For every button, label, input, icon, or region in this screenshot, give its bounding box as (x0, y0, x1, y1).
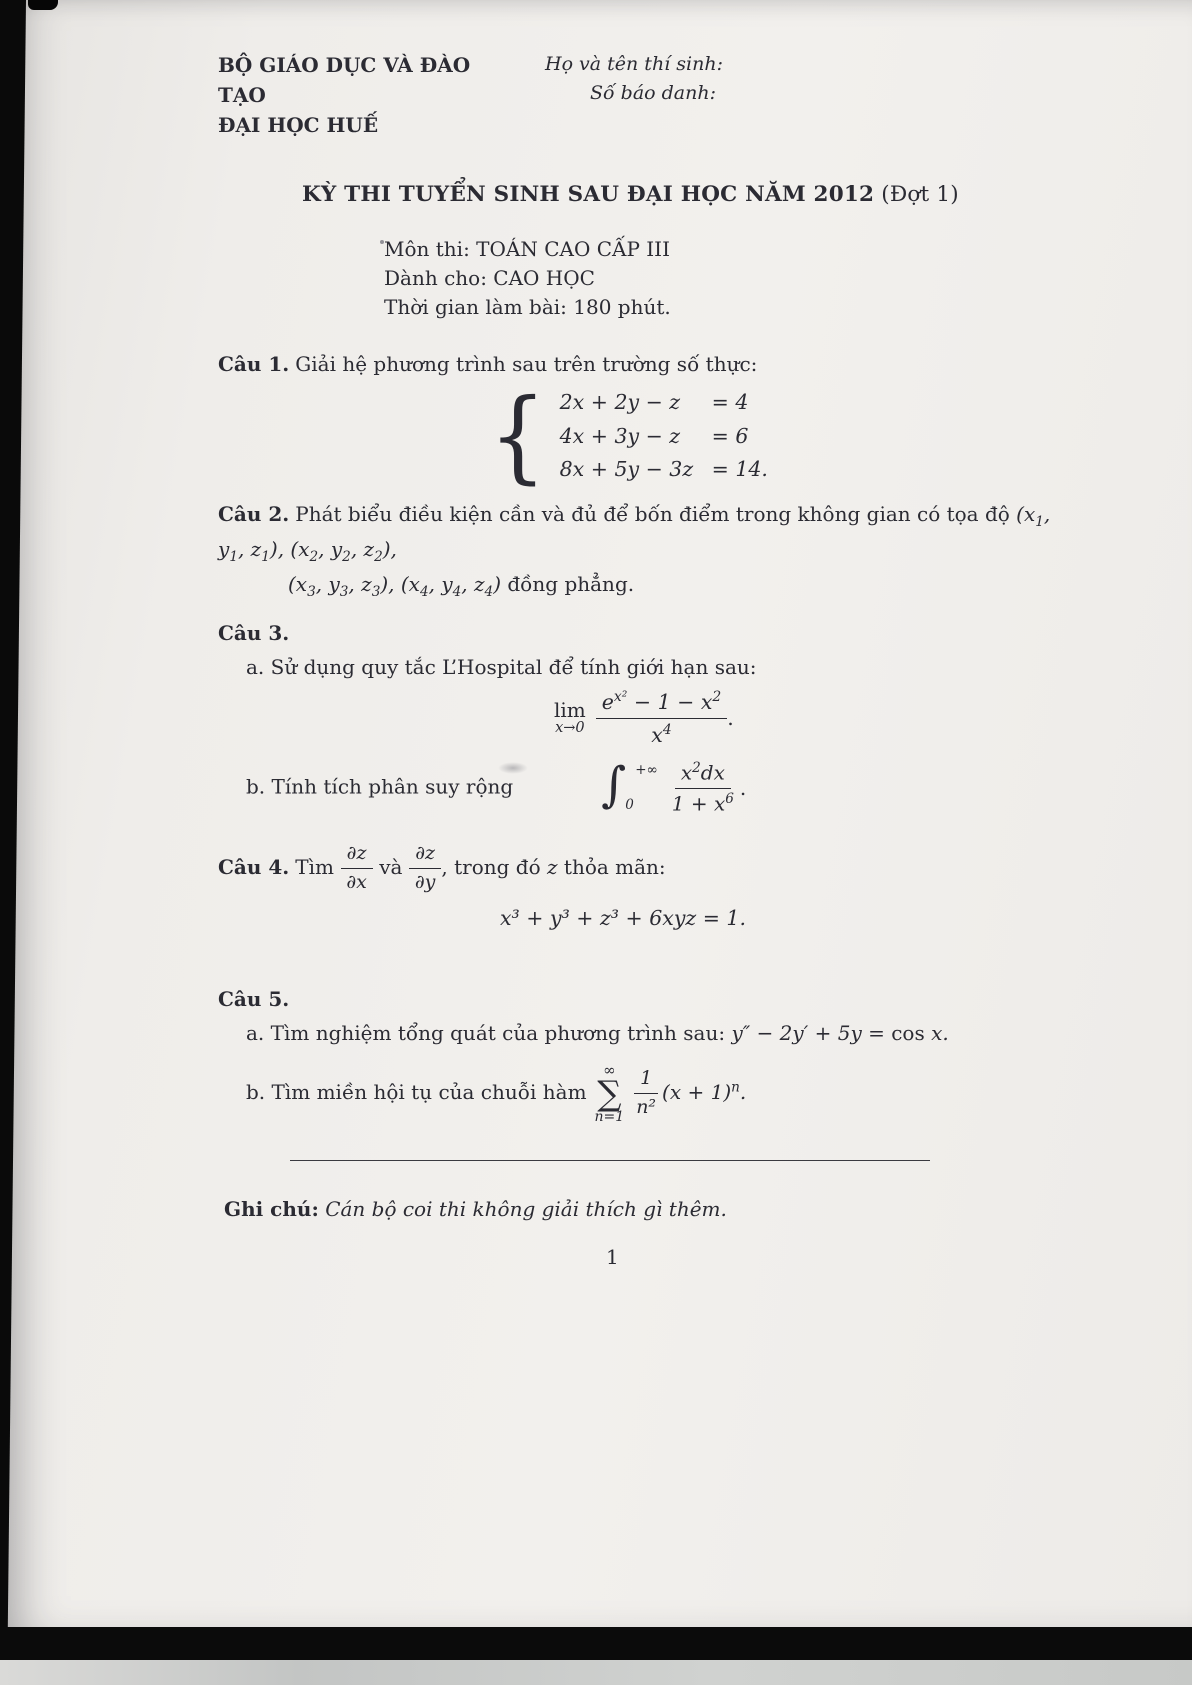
fraction-numerator: ∂z (341, 843, 373, 869)
coordinates-set-1: ($x_1$, $y_1$, $z_1$), ($x_2$, $y_2$, $z_2$), (218, 502, 1051, 566)
scan-bottom-gray-strip (0, 1660, 1192, 1685)
candidate-fields (545, 50, 723, 140)
integral-limits (626, 761, 658, 815)
question-2 (218, 498, 1067, 603)
fraction-numerator: ∂z (409, 843, 441, 869)
equation-rhs: = 14. (711, 457, 768, 482)
fraction-denominator: n² (636, 1095, 657, 1118)
university-name: ĐẠI HỌC HUẾ (218, 113, 379, 137)
question-5b-text: Tìm miền hội tụ của chuỗi hàm (271, 1079, 587, 1104)
fraction-denominator: ∂y (414, 871, 436, 894)
partial-derivative-x (340, 843, 373, 894)
exam-title-note: (Đợt 1) (881, 182, 959, 207)
question-3-label: Câu 3. (218, 621, 290, 646)
candidate-id-label: Số báo danh: (590, 81, 717, 104)
footer-note (224, 1195, 1067, 1223)
question-1 (218, 350, 1067, 378)
integrand-fraction (666, 761, 740, 815)
exam-title (302, 180, 1067, 210)
footer-note-label: Ghi chú: (224, 1196, 319, 1221)
question-1-text: Giải hệ phương trình sau trên trường số thực: (295, 352, 758, 377)
question-5b-label: b. (246, 1079, 266, 1104)
question-3a-label: a. (246, 655, 265, 680)
fraction-numerator: $x^2dx$ (675, 761, 731, 789)
question-5 (218, 985, 1067, 1013)
fraction-numerator: 1 (634, 1068, 658, 1094)
summation-symbol (594, 1060, 625, 1125)
question-3a (246, 653, 1067, 681)
scan-bottom-black-band (0, 1627, 1192, 1660)
question-3a-text: Sử dụng quy tắc L’Hospital để tính giới hạn sau: (270, 655, 757, 680)
left-brace: { (489, 377, 547, 495)
question-4 (218, 843, 1067, 894)
question-2-line-2 (288, 568, 634, 603)
lim-word: lim (554, 697, 586, 722)
equation-lhs: 8x + 5y − 3z (559, 457, 694, 482)
integral-lower-limit: 0 (625, 797, 634, 814)
question-4-text: Tìm (295, 855, 334, 880)
series-coefficient-fraction (630, 1068, 662, 1119)
question-4-text-4: thỏa mãn: (557, 855, 666, 880)
limit-formula (554, 689, 1067, 747)
equation-row (560, 422, 768, 451)
partial-derivative-y (409, 843, 442, 894)
issuing-authority (218, 50, 490, 140)
limit-fraction (596, 689, 728, 747)
integral-formula (601, 757, 747, 816)
equation-rhs: = 6 (711, 423, 749, 448)
ode-formula: y″ − 2y′ + 5y = cos x. (731, 1020, 949, 1045)
document-header (218, 50, 1067, 140)
scan-dot-artifact (380, 240, 384, 244)
footer-divider (290, 1160, 930, 1161)
question-1-label: Câu 1. (218, 352, 290, 377)
integral-sign: ∫ (601, 757, 627, 814)
question-2-text: Phát biểu điều kiện cần và đủ để bốn điểm trong không gian có tọa độ (295, 502, 1017, 527)
fraction-denominator: ∂x (346, 871, 367, 894)
lim-subscript: x→0 (555, 719, 585, 736)
equation-lhs: 4x + 3y − z (559, 423, 681, 448)
implicit-equation: x³ + y³ + z³ + 6xyz = 1. (500, 905, 746, 930)
footer-note-text: Cán bộ coi thi không giải thích gì thêm. (325, 1196, 727, 1221)
question-5a (246, 1019, 1067, 1047)
question-2-label: Câu 2. (218, 502, 290, 527)
page-number: 1 (606, 1244, 619, 1269)
question-3b-text: Tính tích phân suy rộng (271, 774, 514, 799)
integral-upper-limit: +∞ (635, 762, 658, 779)
equation-row (560, 455, 768, 484)
question-5b (246, 1060, 1067, 1125)
fraction-denominator: $1 + x^6$ (671, 790, 734, 816)
exam-meta (384, 235, 1067, 322)
question-5a-text: Tìm nghiệm tổng quát của phương trình sau: (270, 1020, 726, 1045)
formula-period: . (727, 705, 734, 730)
ministry-name: BỘ GIÁO DỤC VÀ ĐÀO TẠO (218, 53, 471, 107)
question-5-label: Câu 5. (218, 986, 290, 1011)
audience-line: Dành cho: CAO HỌC (384, 266, 595, 291)
candidate-name-label: Họ và tên thí sinh: (545, 53, 723, 75)
limit-operator (554, 697, 586, 736)
scan-smudge-artifact (498, 762, 528, 774)
sum-lower-limit: n=1 (594, 1108, 625, 1125)
question-4-text-2: và (379, 855, 403, 880)
fraction-numerator: $e^{x^2} - 1 - x^2$ (596, 689, 728, 718)
question-3b-label: b. (246, 774, 266, 799)
question-5a-label: a. (246, 1020, 265, 1045)
series-term: $(x + 1)^n$. (662, 1079, 747, 1104)
duration-line: Thời gian làm bài: 180 phút. (384, 295, 671, 320)
exam-title-main: KỲ THI TUYỂN SINH SAU ĐẠI HỌC NĂM 2012 (302, 182, 875, 207)
question-3 (218, 619, 1067, 647)
equation-lhs: 2x + 2y − z (559, 390, 681, 415)
sum-upper-limit: ∞ (603, 1060, 616, 1079)
coordinates-set-2: ($x_3$, $y_3$, $z_3$), ($x_4$, $y_4$, $z_4$) (288, 572, 502, 601)
fraction-denominator: $x^4$ (651, 721, 672, 747)
question-4-text-3: , trong đó (441, 855, 547, 880)
question-2-text-end: đồng phẳng. (501, 572, 635, 597)
scan-corner-mark (28, 0, 58, 10)
equation-rows (560, 388, 768, 484)
equation-rhs: = 4 (711, 390, 749, 415)
formula-period: . (739, 776, 747, 801)
question-4-label: Câu 4. (218, 855, 290, 880)
equation-system (486, 377, 1067, 495)
sigma-sign: ∑ (597, 1073, 622, 1114)
equation-row (560, 388, 768, 417)
variable-z: z (547, 855, 558, 880)
question-3b (246, 757, 1067, 816)
subject-line: Môn thi: TOÁN CAO CẤP III (384, 237, 670, 262)
